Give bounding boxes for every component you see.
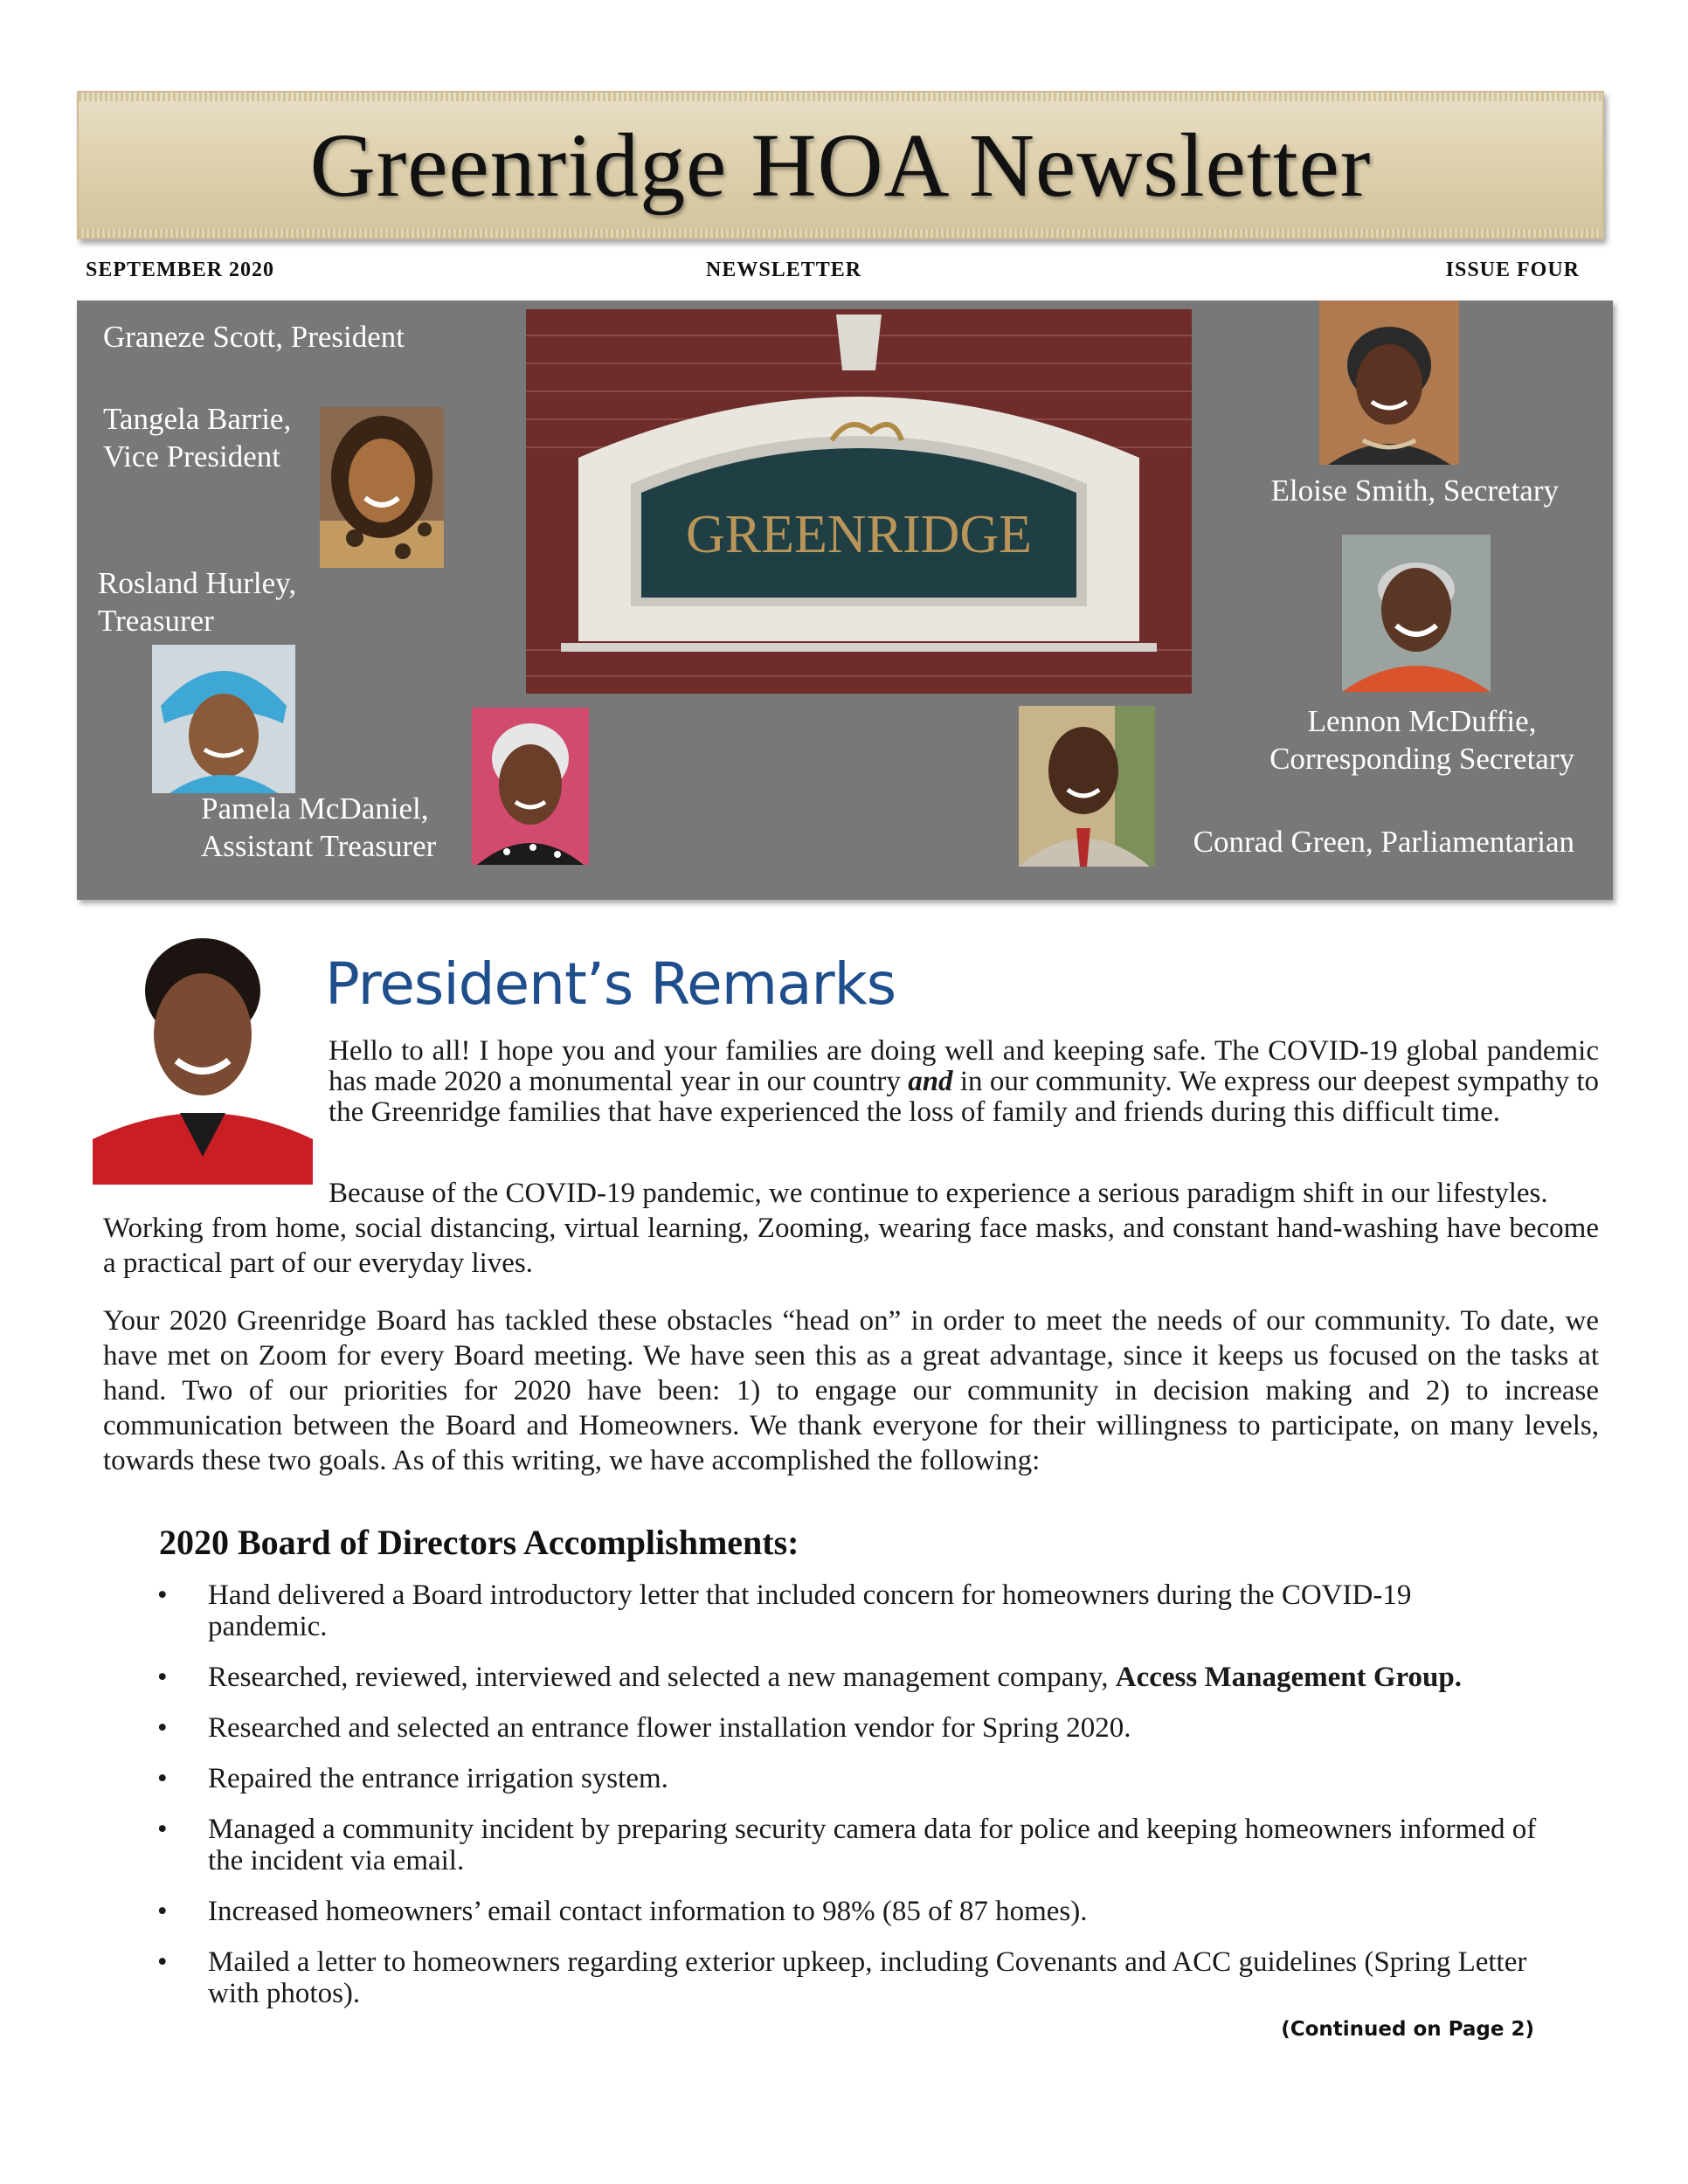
list-item: • Hand delivered a Board introductory letter that included concern for homeowners during the COVID-19 pandemic.: [157, 1579, 1412, 1642]
officer-president: Graneze Scott, President: [103, 320, 405, 354]
officer-asst-treasurer-title: Assistant Treasurer: [201, 829, 437, 863]
bullet-marker: •: [157, 1662, 168, 1693]
bullet-marker: •: [157, 1814, 168, 1845]
bullet-marker: •: [157, 1946, 168, 1978]
accomplishments-title: 2020 Board of Directors Accomplishments:: [159, 1523, 799, 1562]
officer-vice-president: [103, 400, 291, 475]
officer-vp-title: Vice President: [103, 439, 280, 473]
sign-text: GREENRIDGE: [685, 505, 1033, 564]
list-item: • Mailed a letter to homeowners regarding exterior upkeep, including Covenants and ACC guidelines (Spring Letter with photos).: [157, 1946, 1527, 2009]
remarks-heading: President’s Remarks: [325, 950, 896, 1018]
officer-secretary: Eloise Smith, Secretary: [1270, 473, 1559, 508]
remarks-paragraph-2-rest: Working from home, social distancing, virtual learning, Zooming, wearing face masks, and constant hand-washing have become a practical part of our everyday lives.: [103, 1213, 1599, 1279]
newsletter-label: NEWSLETTER: [706, 259, 862, 281]
officer-treasurer: [98, 564, 296, 639]
portrait-assistant-treasurer: [472, 708, 589, 865]
remarks-paragraph-2-first: Because of the COVID-19 pandemic, we continue to experience a serious paradigm shift in our lifestyles.: [329, 1178, 1548, 1209]
portrait-treasurer: [152, 645, 295, 793]
officer-corresponding-secretary: [1269, 702, 1574, 778]
officer-corr-secretary-title: Corresponding Secretary: [1269, 742, 1574, 776]
list-item: • Repaired the entrance irrigation system.: [157, 1763, 668, 1794]
newsletter-title: Greenridge HOA Newsletter: [309, 115, 1372, 216]
bullet-marker: •: [157, 1579, 168, 1611]
officer-treasurer-name: Rosland Hurley,: [98, 566, 297, 600]
accomplishments-list: [157, 1579, 1538, 2028]
remarks-p1-before: Hello to all! I hope you and your families are doing well and keeping safe. The COVID-19 global pandemic has made 2020 a monumental year in our country: [329, 1035, 1599, 1097]
management-company-name: Access Management Group.: [1115, 1662, 1462, 1693]
list-item: • Managed a community incident by preparing security camera data for police and keeping homeowners informed of the incident via email.: [157, 1814, 1537, 1876]
newsletter-banner: [77, 91, 1604, 239]
greenridge-entrance-sign: [526, 309, 1192, 694]
bullet-marker: •: [157, 1763, 168, 1794]
banner-stripe-top: [79, 93, 1602, 101]
officer-corr-secretary-name: Lennon McDuffie,: [1307, 704, 1537, 738]
officer-parliamentarian: Conrad Green, Parliamentarian: [1193, 825, 1574, 859]
remarks-p1-emphasis: and: [908, 1066, 953, 1097]
portrait-president: [93, 921, 313, 1185]
list-item: • Increased homeowners’ email contact information to 98% (85 of 87 homes).: [157, 1896, 1088, 1927]
officer-assistant-treasurer: [201, 790, 436, 865]
officer-treasurer-title: Treasurer: [98, 604, 214, 638]
portrait-parliamentarian: [1019, 706, 1155, 867]
issue-date: SEPTEMBER 2020: [86, 259, 275, 281]
officer-asst-treasurer-name: Pamela McDaniel,: [201, 791, 429, 826]
remarks-paragraph-3: Your 2020 Greenridge Board has tackled these obstacles “head on” in order to meet the needs of our community. To date, we have met on Zoom for every Board meeting. We have seen this as a great advantage, since it keeps us focused on the tasks at hand. Two of our priorities for 2020 have been: 1) to engage our community in decision making and 2) to increase communication between the Board and Homeowners. We thank everyone for their willingness to participate, on many levels, towards these two goals. As of this writing, we have accomplished the following:: [103, 1305, 1599, 1476]
bullet-marker: •: [157, 1712, 168, 1744]
bullet-marker: •: [157, 1896, 168, 1927]
list-item: • Researched, reviewed, interviewed and selected a new management company, Access Management Group.: [157, 1662, 1462, 1693]
remarks-p1-after: in our community. We express our deepest sympathy to the Greenridge families that have experienced the loss of family and friends during this difficult time.: [329, 1066, 1599, 1128]
officer-vp-name: Tangela Barrie,: [103, 402, 292, 436]
board-panel: [77, 301, 1613, 900]
issue-number: ISSUE FOUR: [1445, 259, 1580, 281]
portrait-corresponding-secretary: [1342, 535, 1491, 692]
banner-stripe-bottom: [79, 229, 1602, 238]
remarks-paragraph-1: [329, 1036, 1599, 1128]
portrait-secretary: [1319, 301, 1459, 465]
portrait-vice-president: [320, 407, 444, 568]
continued-note: (Continued on Page 2): [1281, 2018, 1534, 2041]
list-item: • Researched and selected an entrance flower installation vendor for Spring 2020.: [157, 1712, 1131, 1744]
